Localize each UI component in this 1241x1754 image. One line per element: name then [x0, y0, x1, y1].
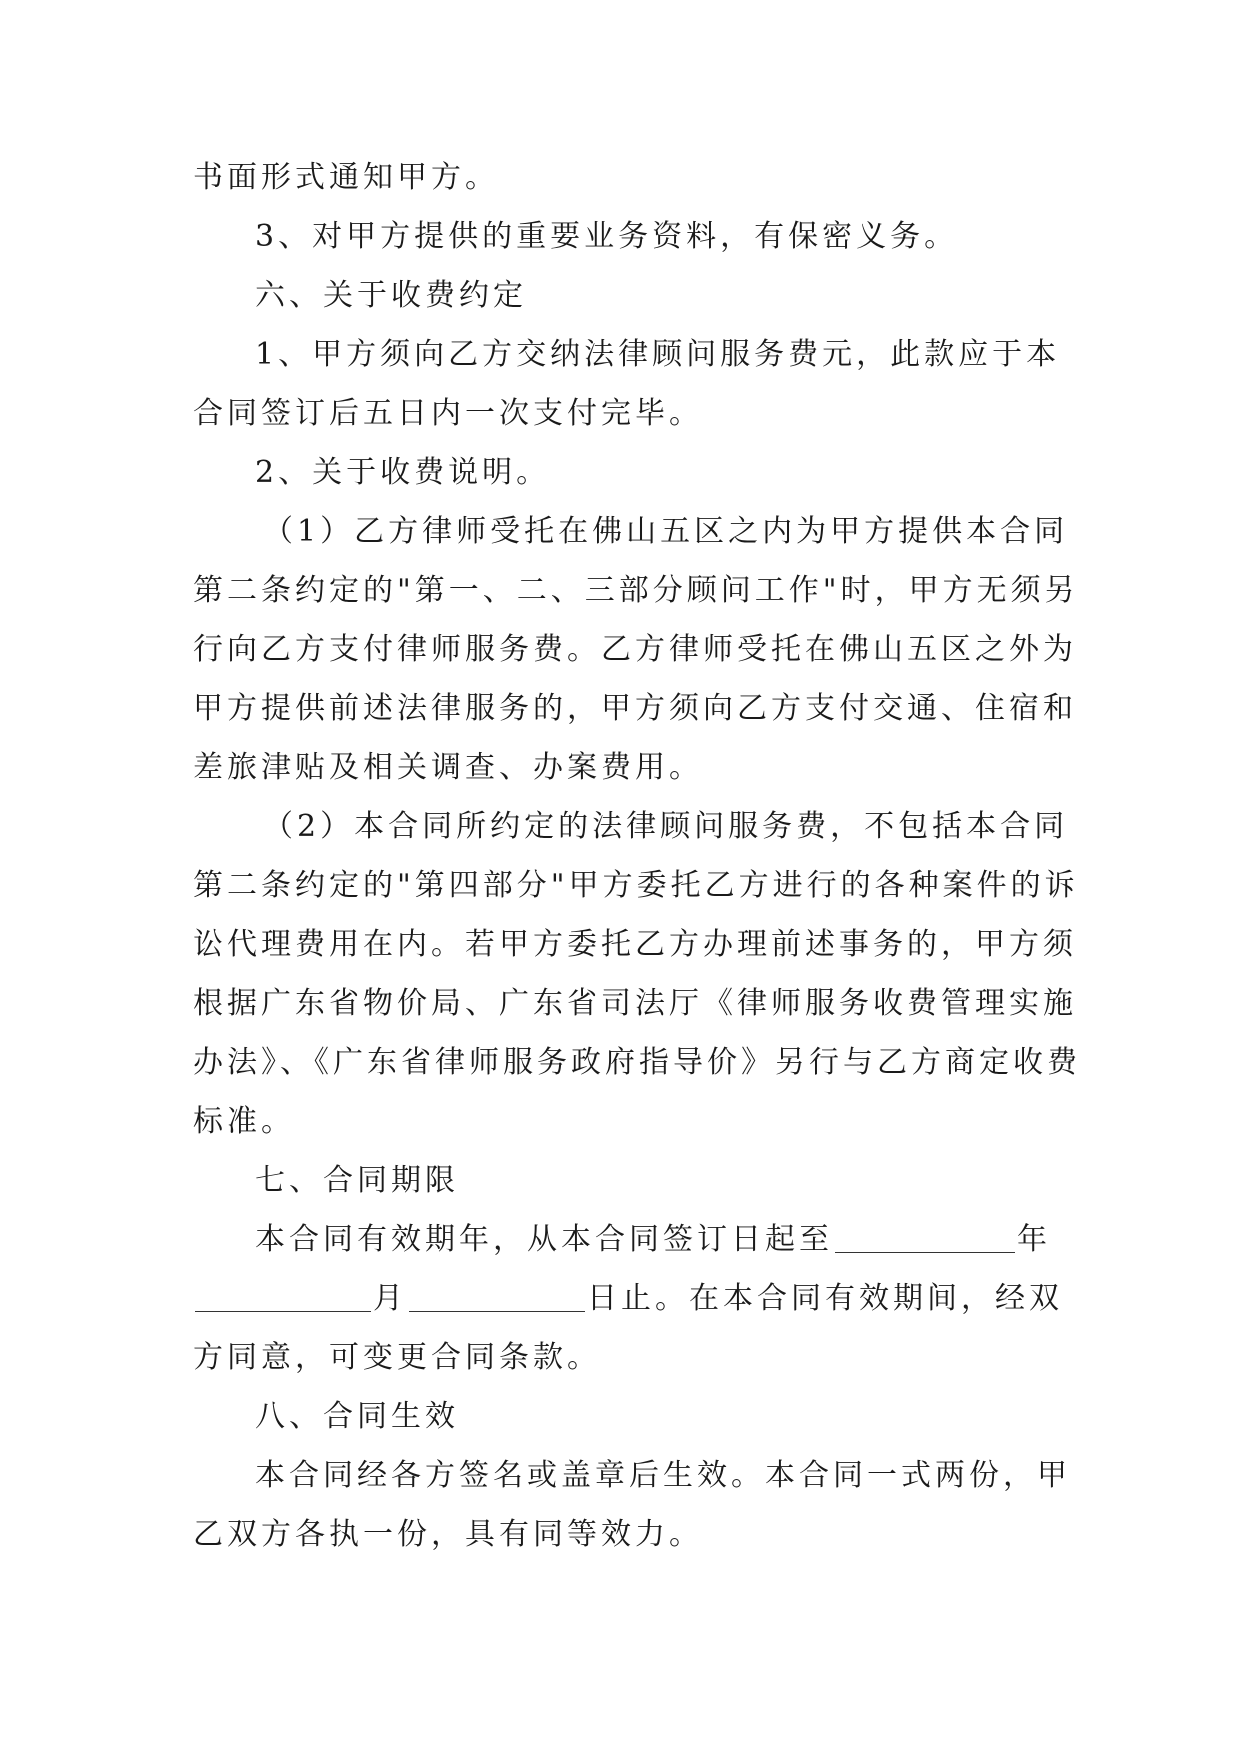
month-label: 月 [373, 1281, 407, 1316]
text-line: 合同签订后五日内一次支付完毕。 [193, 396, 703, 431]
text-line: 甲方提供前述法律服务的，甲方须向乙方支付交通、住宿和 [193, 691, 1077, 726]
text-line: 标准。 [193, 1104, 295, 1139]
term-clause-line-2 [193, 1269, 1063, 1328]
text-line: 差旅津贴及相关调查、办案费用。 [193, 750, 703, 785]
text-line: 讼代理费用在内。若甲方委托乙方办理前述事务的，甲方须 [193, 927, 1077, 962]
text-line: 行向乙方支付律师服务费。乙方律师受托在佛山五区之外为 [193, 632, 1077, 667]
term-text: 本合同有效期年，从本合同签订日起至 [255, 1222, 833, 1257]
section-heading-effect: 八、合同生效 [255, 1399, 459, 1434]
text-line: 乙双方各执一份，具有同等效力。 [193, 1517, 703, 1552]
clause-fee-payment: 1、甲方须向乙方交纳法律顾问服务费元，此款应于本 [255, 337, 1061, 372]
contract-page [193, 148, 1081, 1564]
term-clause-line-3: 方同意，可变更合同条款。 [193, 1340, 601, 1375]
year-label: 年 [1017, 1222, 1051, 1257]
month-blank [195, 1281, 371, 1312]
text-line: 第二条约定的"第一、二、三部分顾问工作"时，甲方无须另 [193, 573, 1079, 608]
subclause-1: （1）乙方律师受托在佛山五区之内为甲方提供本合同 [263, 514, 1069, 549]
clause-confidentiality: 3、对甲方提供的重要业务资料，有保密义务。 [255, 219, 959, 254]
year-blank [835, 1222, 1015, 1253]
text-line: 办法》、《广东省律师服务政府指导价》另行与乙方商定收费 [193, 1045, 1081, 1080]
term-text: 日止。在本合同有效期间，经双 [587, 1281, 1063, 1316]
clause-effect: 本合同经各方签名或盖章后生效。本合同一式两份，甲 [255, 1458, 1071, 1493]
section-heading-fees: 六、关于收费约定 [255, 278, 527, 313]
text-line: 书面形式通知甲方。 [193, 160, 499, 195]
text-line: 根据广东省物价局、广东省司法厅《律师服务收费管理实施 [193, 986, 1077, 1021]
clause-fee-explanation: 2、关于收费说明。 [255, 455, 551, 490]
section-heading-term: 七、合同期限 [255, 1163, 459, 1198]
day-blank [409, 1281, 585, 1312]
term-clause-line-1 [193, 1210, 1055, 1269]
subclause-2: （2）本合同所约定的法律顾问服务费，不包括本合同 [263, 809, 1069, 844]
text-line: 第二条约定的"第四部分"甲方委托乙方进行的各种案件的诉 [193, 868, 1079, 903]
